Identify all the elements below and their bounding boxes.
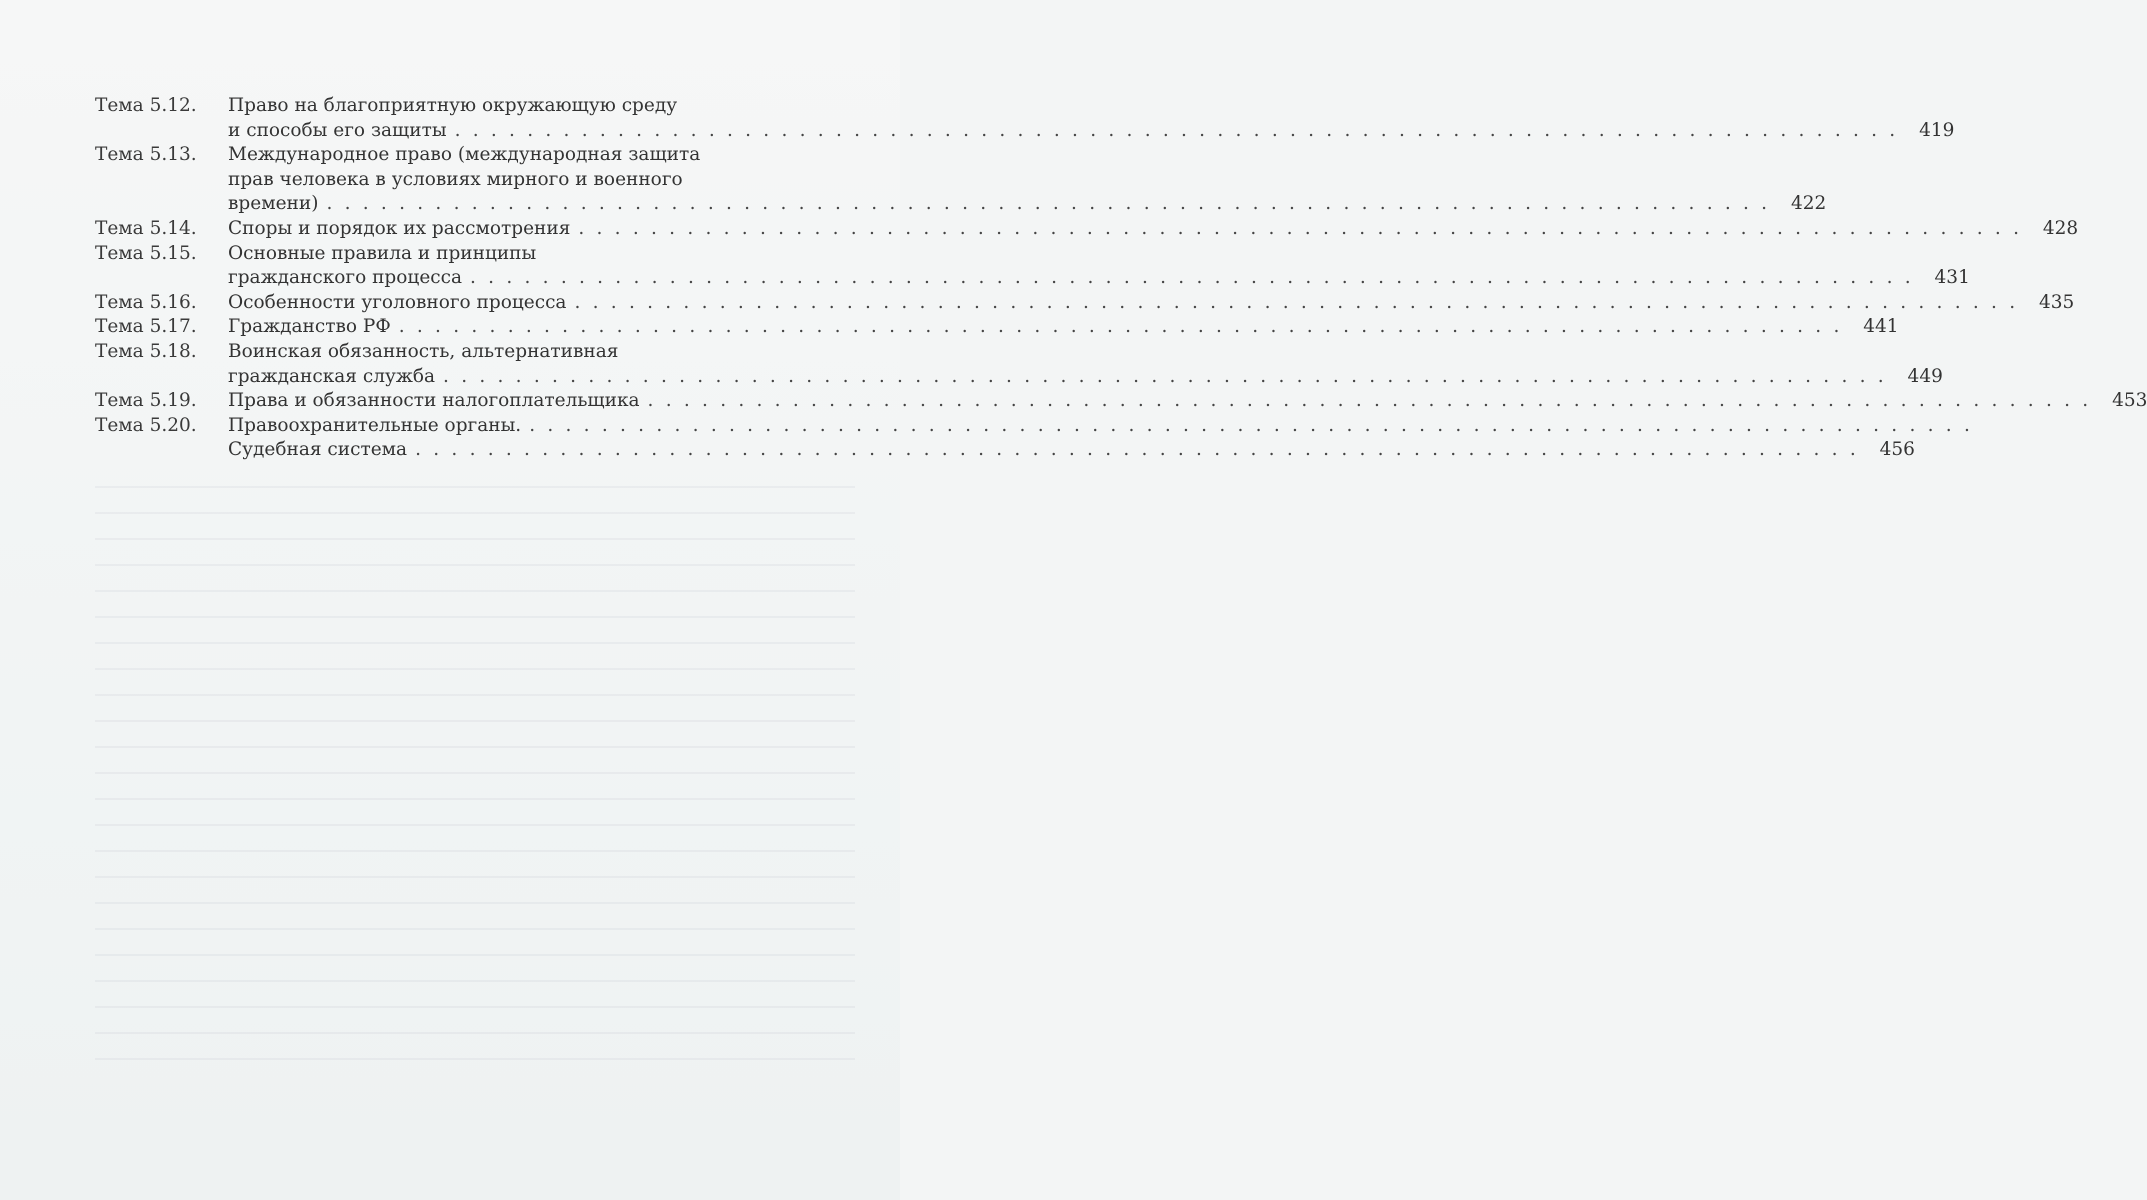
topic-title: Судебная система (228, 439, 408, 461)
toc-line (95, 143, 847, 168)
topic-title: Право на благоприятную окружающую среду (228, 95, 678, 116)
topic-title: гражданская служба (228, 365, 436, 387)
toc-line (95, 291, 2075, 316)
topic-number: Тема 5.19. (95, 390, 197, 412)
toc-line (95, 266, 1970, 291)
topic-title: Гражданство РФ (228, 316, 391, 338)
topic-title: Особенности уголовного процесса (228, 291, 567, 313)
bleed-through-text (95, 470, 855, 1070)
topic-title: Правоохранительные органы. (228, 414, 522, 436)
toc-line (95, 94, 847, 119)
page-number: 422 (1790, 193, 1827, 215)
page-number: 431 (1934, 267, 1970, 289)
toc-entry (95, 143, 1827, 217)
dot-leader: . . . . . . . . . . . . . . . . . . . . . . . . . . . . . . . . . . . . . . . . . . . . . . . . . . . . . . . . . . . . . . . . . . . . . . . . . . . . . . . . (326, 193, 1771, 215)
page-number: 449 (1907, 365, 1943, 387)
toc-entry (95, 217, 2079, 242)
toc-line (95, 340, 847, 365)
toc-entry (95, 242, 1970, 291)
page-number: 419 (1919, 119, 1955, 141)
dot-leader: . . . . . . . . . . . . . . . . . . . . . . . . . . . . . . . . . . . . . . . . . . . . . . . . . . . . . . . . . . . . . . . . . . . . . . . . . . . . . . . . (443, 365, 1887, 387)
toc-entry (95, 291, 2075, 316)
topic-title: Основные правила и принципы (228, 242, 537, 264)
topic-number: Тема 5.20. (95, 414, 197, 436)
topic-number (95, 266, 228, 291)
dot-leader: . . . . . . . . . . . . . . . . . . . . . . . . . . . . . . . . . . . . . . . . . . . . . . . . . . . . . . . . . . . . . . . . . . . . . . . . . . . . . . . . (574, 291, 2019, 313)
topic-title: времени) (228, 193, 319, 215)
topic-title: прав человека в условиях мирного и военного (228, 168, 683, 190)
topic-number (95, 192, 228, 217)
topic-number (95, 119, 228, 144)
page-number: 435 (2038, 291, 2075, 313)
topic-number: Тема 5.18. (95, 340, 197, 362)
topic-number: Тема 5.14. (95, 217, 197, 239)
topic-number: Тема 5.17. (95, 316, 197, 338)
dot-leader: . . . . . . . . . . . . . . . . . . . . . . . . . . . . . . . . . . . . . . . . . . . . . . . . . . . . . . . . . . . . . . . . . . . . . . . . . . . . . . . . (454, 119, 1899, 141)
page-number: 453 (2112, 390, 2147, 412)
toc-line (95, 217, 2079, 242)
topic-title: Международное право (международная защита (228, 144, 701, 166)
topic-number: Тема 5.15. (95, 242, 197, 264)
topic-title: и способы его защиты (228, 119, 447, 141)
topic-number (95, 168, 228, 193)
toc-line (95, 192, 1827, 217)
topic-number: Тема 5.12. (95, 95, 197, 116)
topic-title: Споры и порядок их рассмотрения (228, 217, 571, 239)
dot-leader: . . . . . . . . . . . . . . . . . . . . . . . . . . . . . . . . . . . . . . . . . . . . . . . . . . . . . . . . . . . . . . . . . . . . . . . . . . . . . . . . (529, 414, 1974, 436)
toc-line (95, 414, 1974, 439)
dot-leader: . . . . . . . . . . . . . . . . . . . . . . . . . . . . . . . . . . . . . . . . . . . . . . . . . . . . . . . . . . . . . . . . . . . . . . . . . . . . . . . . (647, 390, 2092, 412)
dot-leader: . . . . . . . . . . . . . . . . . . . . . . . . . . . . . . . . . . . . . . . . . . . . . . . . . . . . . . . . . . . . . . . . . . . . . . . . . . . . . . . . (398, 316, 1843, 338)
toc-line (95, 119, 1955, 144)
toc-entry (95, 414, 1974, 463)
toc-entry (95, 389, 2147, 414)
topic-title: Права и обязанности налогоплательщика (228, 390, 640, 412)
toc-line (95, 365, 1943, 390)
topic-title: гражданского процесса (228, 267, 463, 289)
topic-title: Воинская обязанность, альтернативная (228, 340, 619, 362)
table-of-contents (95, 94, 2147, 463)
page-number (1983, 414, 2029, 439)
toc-entry (95, 315, 1899, 340)
toc-line (95, 242, 847, 267)
dot-leader: . . . . . . . . . . . . . . . . . . . . . . . . . . . . . . . . . . . . . . . . . . . . . . . . . . . . . . . . . . . . . . . . . . . . . . . . . . . . . . . . (470, 267, 1914, 289)
toc-line (95, 315, 1899, 340)
toc-line (95, 389, 2147, 414)
toc-line (95, 168, 847, 193)
page-number: 441 (1863, 316, 1899, 338)
toc-line (95, 438, 1915, 463)
page-number: 428 (2042, 217, 2079, 239)
toc-entry (95, 94, 1955, 143)
topic-number (95, 365, 228, 390)
page-number: 456 (1879, 439, 1915, 461)
dot-leader: . . . . . . . . . . . . . . . . . . . . . . . . . . . . . . . . . . . . . . . . . . . . . . . . . . . . . . . . . . . . . . . . . . . . . . . . . . . . . . . . (415, 439, 1859, 461)
dot-leader: . . . . . . . . . . . . . . . . . . . . . . . . . . . . . . . . . . . . . . . . . . . . . . . . . . . . . . . . . . . . . . . . . . . . . . . . . . . . . . . . (578, 217, 2023, 239)
topic-number (95, 438, 228, 463)
topic-number: Тема 5.13. (95, 144, 197, 166)
topic-number: Тема 5.16. (95, 291, 197, 313)
toc-entry (95, 340, 1943, 389)
